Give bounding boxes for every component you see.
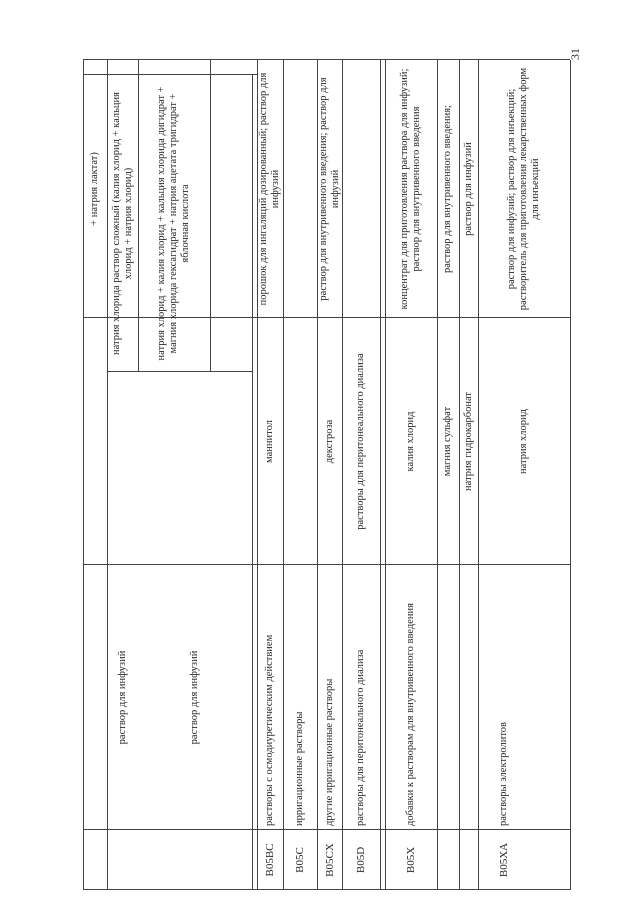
table-cell-substance: + натрия лактат) (89, 152, 100, 226)
table-cell-substance: натрия хлорид + калия хлорид + кальция хлорида дигидрат + магния хлорида гексагидрат + натрия ацетата тригидрат + яблочная кислота (156, 86, 191, 361)
table-cell-form: концентрат для приготовления раствора для инфузий; раствор для внутривенного введения (399, 68, 422, 310)
table-cell-substance: декстроза (323, 419, 335, 464)
table-cell-code: B05X (405, 846, 417, 874)
table-cell-form: порошок для ингаляций дозированный; раствор для инфузий (258, 72, 281, 306)
table-cell-code: B05CX (323, 843, 336, 877)
table-cell-form: раствор для инфузий (462, 142, 474, 236)
table-cell-name: добавки к растворам для внутривенного введения (405, 603, 416, 826)
table-cell-name: другие ирригационные растворы (323, 678, 335, 826)
table-cell-substance: маннитол (264, 420, 275, 463)
table-cell-code: B05BC (264, 843, 276, 877)
table-cell-form: раствор для инфузий; раствор для инъекций; растворитель для приготовления лекарственных форм для инъекций (506, 67, 541, 311)
table-cell-name: растворы с осмодиуретическим действием (264, 634, 275, 826)
table-cell-name: растворы электролитов (497, 721, 509, 826)
table-cell-code: B05XA (497, 842, 510, 878)
table-cell-code: B05C (294, 847, 306, 873)
table-cell-code: B05D (355, 846, 367, 874)
table-cell-substance: калия хлорид (405, 411, 416, 472)
table-cell-form: раствор для внутривенного введения; (442, 105, 453, 273)
table-cell-substance: магния сульфат (442, 406, 453, 477)
table-cell-form: раствор для внутривенного введения; раствор для инфузий (317, 77, 341, 301)
table-cell-form: раствор для инфузий (189, 650, 200, 745)
table-cell-substance: натрия хлорида раствор сложный (калия хлорид + кальция хлорид + натрия хлорид) (110, 92, 134, 355)
table-cell-substance: натрия гидрокарбонат (462, 392, 474, 491)
page-number: 31 (568, 48, 582, 60)
table-cell-substance: натрия хлорид (518, 409, 529, 474)
table-cell-substance: растворы для перитонеального диализа (355, 353, 366, 530)
table-cell-form: раствор для инфузий (116, 650, 128, 745)
table-cell-name: растворы для перитонеального диализа (355, 649, 366, 826)
table-cell-name: ирригационные растворы (294, 711, 305, 826)
